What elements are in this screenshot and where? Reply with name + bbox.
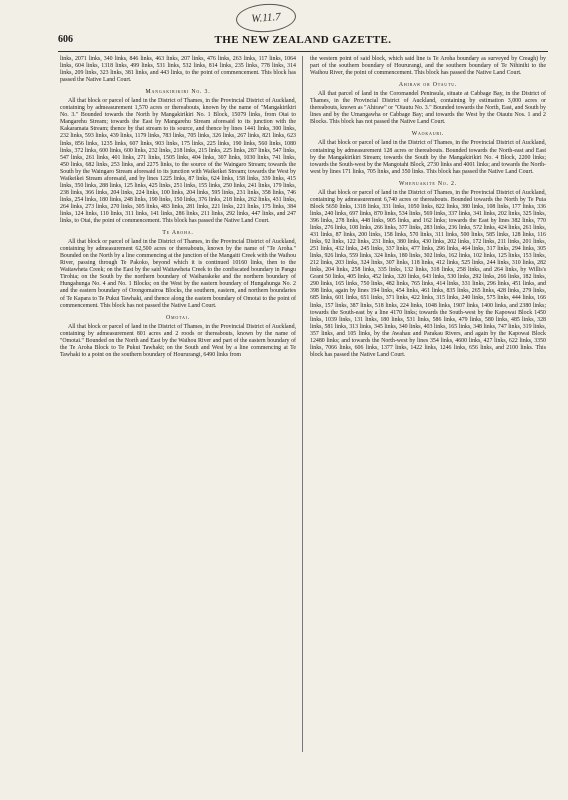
- column-divider: [302, 56, 303, 752]
- section-heading: Omotai.: [165, 314, 191, 321]
- section-heading: Whenuakite No. 2.: [399, 180, 457, 187]
- header-rule: [58, 51, 548, 52]
- section-paragraph: All that block or parcel of land in the District of Thames, in the Provincial District of Auckland, containing by admeasurement 801 acres and 2 roods or thereabouts, known by the name of "Omotai." Bounded on the North and East by the Waihou River and part of the eastern boundary of the Te Aroha Block to Te Pukui Tawhaki; on the South and West by a line commencing at Te Tawhaki to a point on the southern boundary of Hoururangi, 6490 links from: [60, 323, 296, 358]
- continuation-paragraph: links, 2071 links, 340 links, 846 links, 463 links, 207 links, 476 links, 263 links, 117 links, 1064 links, 604 links, 1318 links, 499 links, 531 links, 532 links, 814 links, 235 links, 778 links, 314 links, 209 links, 323 links, 381 links, and 443 links, to the point of commencement. This block has passed the Native Land Court.: [60, 56, 296, 84]
- section-paragraph: All that block or parcel of land in the District of Thames, in the Provincial District of Auckland, containing by admeasurement 6,740 acres or thereabouts. Bounded towards the North by Te Puia Block 5650 links, 1318 links, 331 links, 1050 links, 822 links, 380 links, 108 links, 177 links, 336 links, 240 links, 697 links, 870 links, 534 links, 569 links, 337 links, 341 links, 202 links, 325 links, 396 links, 278 links, 448 links, 905 links, and 162 links; towards the East by lines 382 links, 770 links, 276 links, 108 links, 266 links, 377 links, 283 links, 236 links, 572 links, 424 links, 261 links, 431 links, 87 links, 200 links, 158 links, 570 links, 311 links, 500 links, 585 links, 128 links, 116 links, 92 links, 122 links, 231 links, 380 links, 430 links, 202 links, 172 links, 211 links, 201 links, 251 links, 432 links, 245 links, 337 links, 477 links, 296 links, 464 links, 317 links, 294 links, 305 links, 926 links, 559 links, 324 links, 180 links, 302 links, 162 links, 102 links, 125 links, 153 links, 212 links, 203 links, 324 links, 307 links, 118 links, 412 links, 525 links, 244 links, 310 links, 282 links, 204 links, 258 links, 335 links, 132 links, 318 links, 258 links, and 264 links, by Willis's Grant 50 links, 405 links, 452 links, 320 links, 643 links, 530 links, 292 links, 266 links, 182 links, 290 links, 165 links, 750 links, 482 links, 765 links, 414 links, 331 links, 296 links, 451 links, and 398 links, again by lines 194 links, 454 links, 461 links, 835 links, 265 links, 428 links, 279 links, 685 links, 601 links, 651 links, 371 links, 422 links, 315 links, 240 links, 575 links, 444 links, 166 links, 157 links, 387 links, 518 links, 224 links, 1048 links, 1907 links, 1400 links, and 2380 links; towards the South-east by a line 4170 links; towards the South-west by the Kapowai Block 1450 links, 1039 links, 131 links, 180 links, 531 links, 586 links, 479 links, 580 links, 485 links, 328 links, 581 links, 313 links, 345 links, 340 links, 403 links, 165 links, 348 links, 747 links, 319 links, 357 links, and 105 links, by the Awahau and Parakau Rivers, and again by the Kapowai Block 12480 links; and towards the North-west by lines 354 links, 4600 links, 427 links, 622 links, 3350 links, 7066 links, 606 links, 1377 links, 1422 links, 1246 links, 656 links, and 2100 links. This block has passed the Native Land Court.: [310, 189, 546, 358]
- section-heading: Te Aroha.: [162, 230, 194, 237]
- section-paragraph: All that parcel of land in the Coromandel Peninsula, situate at Cabbage Bay, in the District of Thames, in the Provincial District of Auckland, containing by estimation 3,000 acres or thereabouts, known as "Ahiraw" or "Otautu No. 3." Bounded towards the North, East, and South by lines and by the Umangawha or Cabbage Bay; and towards the West by the Otautu Nos. 1 and 2 Blocks. This block has not passed the Native Land Court.: [310, 91, 546, 126]
- page-header: [58, 34, 548, 48]
- page-number: 606: [58, 34, 73, 45]
- archive-stamp: W.11.7: [235, 2, 297, 34]
- section-heading: Mangakirikiri No. 3.: [145, 89, 211, 96]
- section-paragraph: All that block or parcel of land in the District of Thames, in the Provincial District of Auckland, containing by admeasurement 62,500 acres or thereabouts, known by the name of "Te Aroha." Bounded on the North by a line commencing at the junction of the Mangaiti Creek with the Waihou River, passing through Te Pakoko, beyond which it is continued 10160 links, then to the Waitawheta Creek; on the East by the said Waitawheta Creek to the confiscated boundary in Pangu Tirohia; on the South by the northern boundary of Waiharakeke and the northern boundary of Hungahunga No. 4 and No. 1 Blocks; on the West by the eastern boundary of Hungahunga No. 2 and the eastern boundary of Orongomairoa Blocks, the southern, eastern, and northern boundaries of Te Kapara to Te Pukui Tawhaki, and thence along the eastern boundary of Omotai to the point of commencement. This block has not passed the Native Land Court.: [60, 239, 296, 309]
- continuation-paragraph: the western point of said block, which said line is Te Aroha boundary as surveyed by Creagh) by part of the southern boundary of Hoururangi, and the southern boundary of Te Nihinihi to the Waihou River, the point of commencement. This block has passed the Native Land Court.: [310, 56, 546, 77]
- section-heading: Waokauri.: [411, 131, 445, 138]
- section-paragraph: All that block or parcel of land in the District of Thames, in the Provincial District of Auckland, containing by admeasurement 1,570 acres or thereabouts, known by the name of "Mangakirikiri No. 3." Bounded towards the North by Mangakirikiri No. 1 Block, 15079 links, from Otai to Mangarehu Stream; towards the East by Mangarehu Stream aforesaid to its junction with the Kakaramata Stream; thence by that stream to its source, and thence by lines 1441 links, 300 links, 232 links, 593 links, 439 links, 1179 links, 783 links, 705 links, 326 links, 267 links, 821 links, 623 links, 856 links, 1235 links, 607 links, 903 links, 175 links, 225 links, 190 links, 560 links, 1080 links, 372 links, 600 links, 600 links, 232 links, 218 links, 215 links, 225 links, 287 links, 547 links, 547 links, 261 links, 401 links, 271 links, 1505 links, 404 links, 307 links, 1030 links, 741 links, 450 links, 682 links, 253 links, and 2275 links, to the source of the Waingaro Stream; towards the South by the Waingaro Stream aforesaid to its junction with Waikeikei Stream; towards the West by Waikeikei Stream aforesaid, and by lines 1225 links, 87 links, 624 links, 158 links, 339 links, 415 links, 350 links, 288 links, 125 links, 425 links, 251 links, 155 links, 250 links, 241 links, 179 links, 238 links, 366 links, 204 links, 224 links, 100 links, 204 links, 595 links, 231 links, 358 links, 746 links, 254 links, 180 links, 248 links, 190 links, 150 links, 376 links, 218 links, 262 links, 431 links, 264 links, 273 links, 270 links, 305 links, 483 links, 281 links, 221 links, 221 links, 175 links, 384 links, 124 links, 110 links, 311 links, 141 links, 286 links, 211 links, 292 links, 447 links, and 247 links, to Otai, the point of commencement. This block has passed the Native Land Court.: [60, 98, 296, 225]
- section-heading: Ahiraw or Otautu.: [398, 82, 458, 89]
- left-column: [60, 56, 296, 359]
- right-column: [310, 56, 546, 359]
- gazette-title: THE NEW ZEALAND GAZETTE.: [214, 34, 392, 46]
- section-paragraph: All that block or parcel of land in the District of Thames, in the Provincial District of Auckland, containing by admeasurement 128 acres or thereabouts. Bounded towards the North-east and East by the Mangakirikiri Stream; towards the South by the Mangakirikiri No. 4 Block, 2200 links; towards the South-west by the Mangotahi Block, 2730 links and 4001 links; and towards the North-west by lines 171 links, 705 links, and 350 links. This block has passed the Native Land Court.: [310, 140, 546, 175]
